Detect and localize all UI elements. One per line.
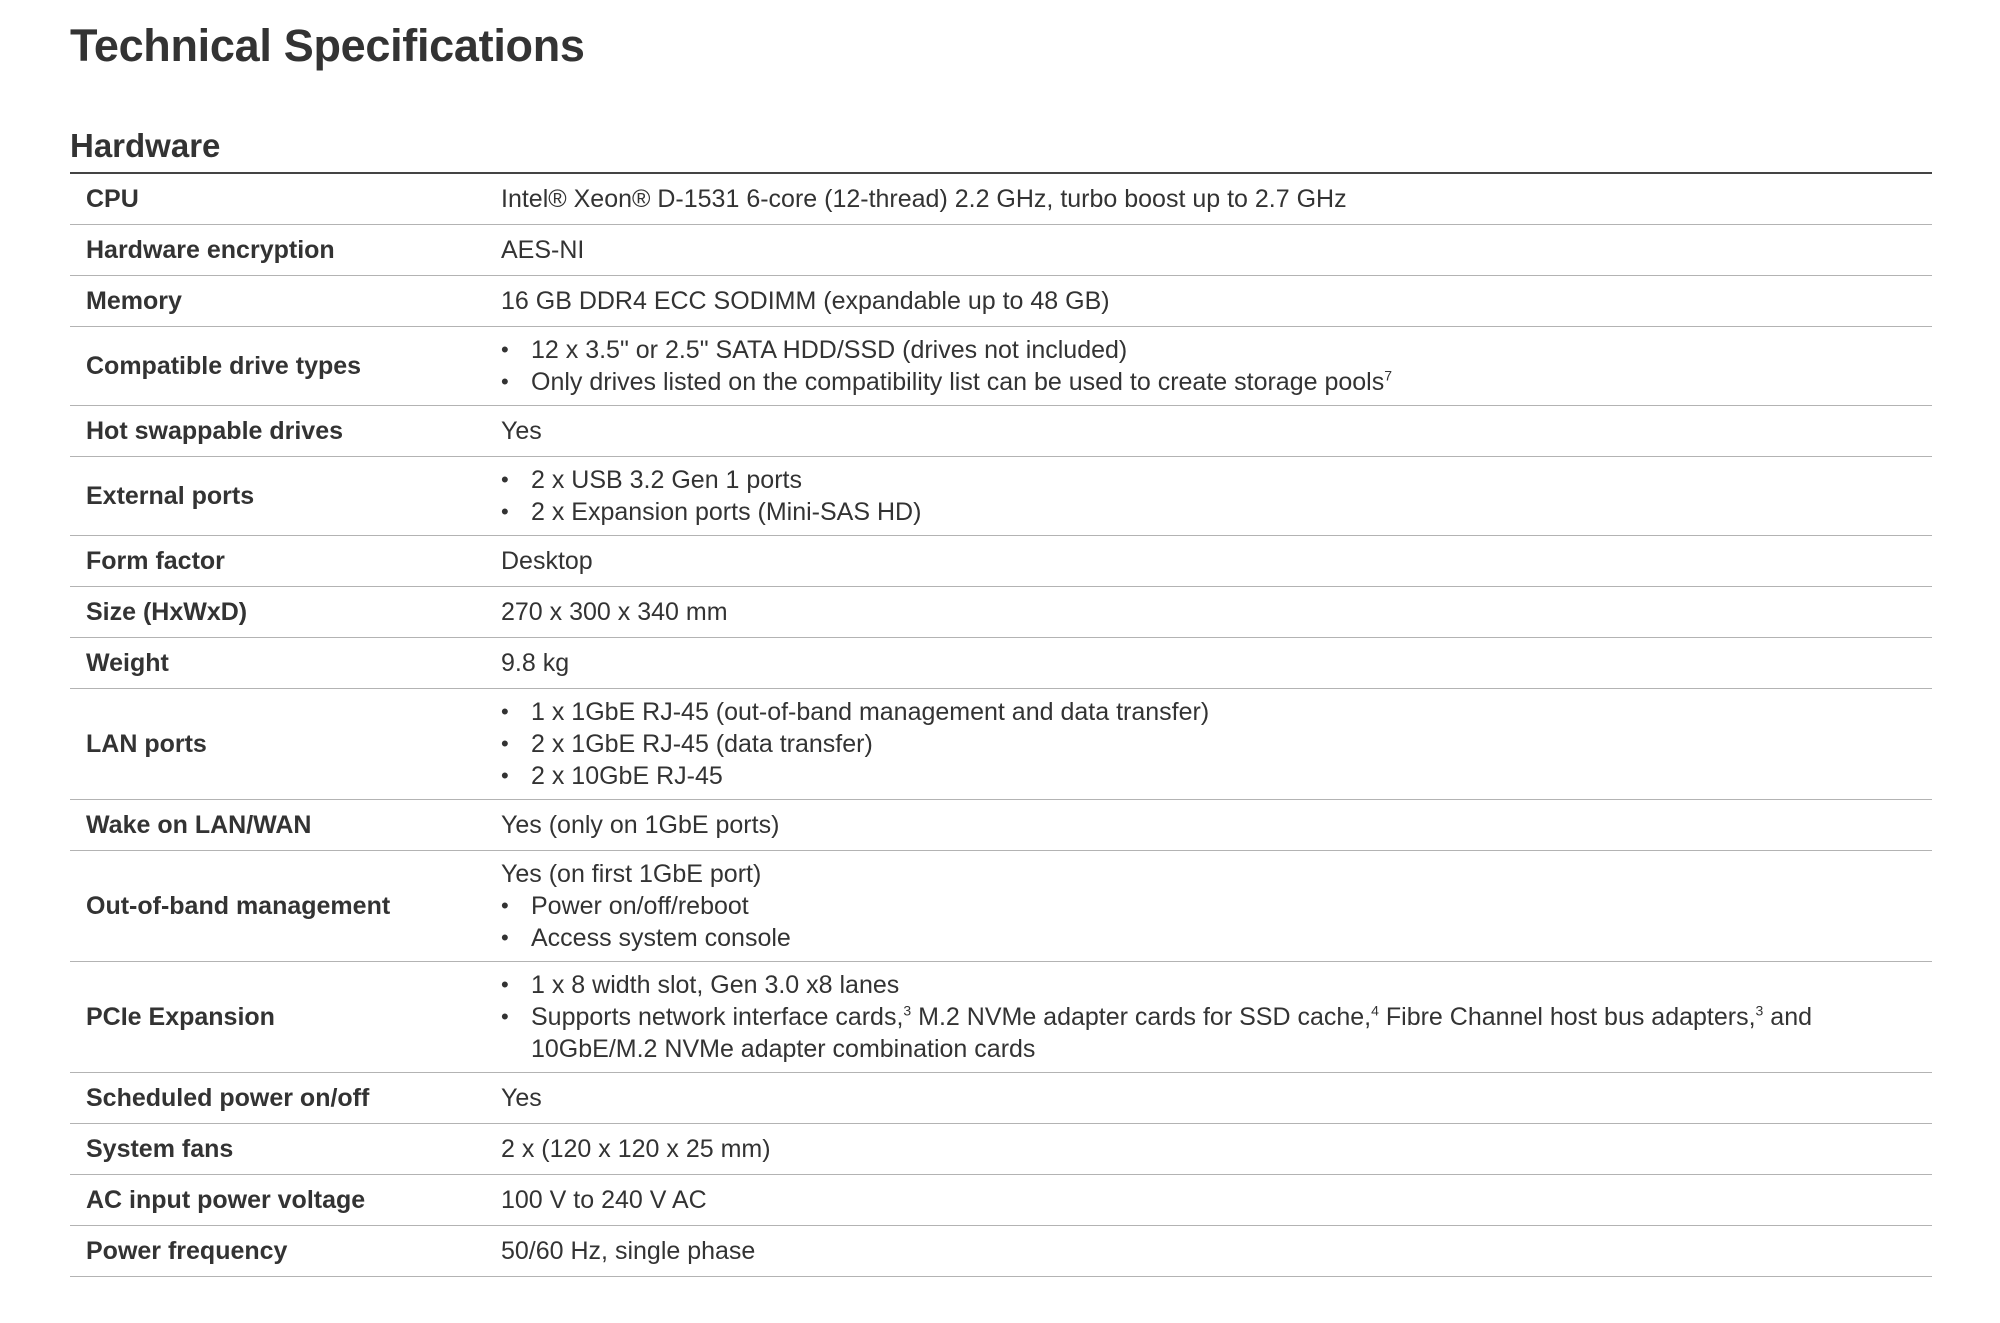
- spec-value-lead: Yes (on first 1GbE port): [501, 860, 762, 888]
- spec-value: Intel® Xeon® D-1531 6-core (12-thread) 2.2 GHz, turbo boost up to 2.7 GHz: [501, 174, 1932, 225]
- spec-label: Power frequency: [70, 1226, 501, 1277]
- spec-label: AC input power voltage: [70, 1175, 501, 1226]
- spec-row-memory: [70, 276, 1932, 327]
- spec-row-wake-on-lan: [70, 800, 1932, 851]
- spec-row-out-of-band-management: [70, 851, 1932, 962]
- spec-value: 9.8 kg: [501, 638, 1932, 689]
- list-item: • Access system console: [501, 922, 1922, 954]
- spec-row-lan-ports: [70, 689, 1932, 800]
- spec-row-size: [70, 587, 1932, 638]
- spec-value: [501, 851, 1932, 962]
- spec-value: [501, 689, 1932, 800]
- spec-label: Form factor: [70, 536, 501, 587]
- spec-value: 100 V to 240 V AC: [501, 1175, 1932, 1226]
- spec-row-form-factor: [70, 536, 1932, 587]
- spec-value: 16 GB DDR4 ECC SODIMM (expandable up to 48 GB): [501, 276, 1932, 327]
- spec-label: Scheduled power on/off: [70, 1073, 501, 1124]
- spec-label: CPU: [70, 174, 501, 225]
- spec-label: System fans: [70, 1124, 501, 1175]
- bullet-list: [501, 334, 1922, 398]
- spec-row-system-fans: [70, 1124, 1932, 1175]
- spec-row-weight: [70, 638, 1932, 689]
- bullet-list: [501, 969, 1922, 1065]
- spec-label: Memory: [70, 276, 501, 327]
- footnote-marker: 3: [903, 1002, 912, 1019]
- list-item: • 2 x 10GbE RJ-45: [501, 760, 1922, 792]
- list-item: • 1 x 8 width slot, Gen 3.0 x8 lanes: [501, 969, 1922, 1001]
- spec-label: LAN ports: [70, 689, 501, 800]
- section-title-hardware: Hardware: [70, 92, 1932, 174]
- spec-value: Desktop: [501, 536, 1932, 587]
- spec-value: [501, 327, 1932, 406]
- spec-row-scheduled-power: [70, 1073, 1932, 1124]
- footnote-marker: 4: [1371, 1002, 1379, 1019]
- spec-row-hardware-encryption: [70, 225, 1932, 276]
- spec-row-external-ports: [70, 457, 1932, 536]
- list-item: • Supports network interface cards,$^3$ M.2 NVMe adapter cards for SSD cache,$^4$ Fibre Channel host bus adapters,$^3$ and 10GbE/M.2 NVMe adapter combination cards: [501, 1001, 1922, 1065]
- spec-row-cpu: [70, 174, 1932, 225]
- spec-row-ac-input-voltage: [70, 1175, 1932, 1226]
- spec-row-compatible-drive-types: [70, 327, 1932, 406]
- list-item: • 2 x Expansion ports (Mini-SAS HD): [501, 496, 1922, 528]
- list-item: • 12 x 3.5" or 2.5" SATA HDD/SSD (drives not included): [501, 334, 1922, 366]
- spec-label: Out-of-band management: [70, 851, 501, 962]
- spec-value: Yes (only on 1GbE ports): [501, 800, 1932, 851]
- footnote-marker: 3: [1755, 1002, 1764, 1019]
- spec-value: 2 x (120 x 120 x 25 mm): [501, 1124, 1932, 1175]
- page-title: Technical Specifications: [70, 20, 585, 71]
- spec-row-pcie-expansion: [70, 962, 1932, 1073]
- bullet-list: [501, 696, 1922, 792]
- spec-label: Size (HxWxD): [70, 587, 501, 638]
- spec-value: [501, 962, 1932, 1073]
- spec-value: 270 x 300 x 340 mm: [501, 587, 1932, 638]
- spec-value: 50/60 Hz, single phase: [501, 1226, 1932, 1277]
- list-item: • 1 x 1GbE RJ-45 (out-of-band management and data transfer): [501, 696, 1922, 728]
- list-item: • 2 x 1GbE RJ-45 (data transfer): [501, 728, 1922, 760]
- list-item: • Only drives listed on the compatibility list can be used to create storage pools$^7$: [501, 366, 1922, 398]
- spec-row-power-frequency: [70, 1226, 1932, 1277]
- spec-label: External ports: [70, 457, 501, 536]
- spec-label: Hardware encryption: [70, 225, 501, 276]
- spec-label: Compatible drive types: [70, 327, 501, 406]
- bullet-list: [501, 464, 1922, 528]
- spec-label: Wake on LAN/WAN: [70, 800, 501, 851]
- spec-value: AES-NI: [501, 225, 1932, 276]
- bullet-list: [501, 890, 1922, 954]
- spec-value: Yes: [501, 1073, 1932, 1124]
- spec-label: Weight: [70, 638, 501, 689]
- spec-label: PCIe Expansion: [70, 962, 501, 1073]
- spec-value: Yes: [501, 406, 1932, 457]
- footnote-marker: 7: [1384, 367, 1393, 384]
- list-item: • Power on/off/reboot: [501, 890, 1922, 922]
- hardware-spec-table: [70, 174, 1932, 1277]
- spec-label: Hot swappable drives: [70, 406, 501, 457]
- list-item: • 2 x USB 3.2 Gen 1 ports: [501, 464, 1922, 496]
- spec-value: [501, 457, 1932, 536]
- spec-row-hot-swappable-drives: [70, 406, 1932, 457]
